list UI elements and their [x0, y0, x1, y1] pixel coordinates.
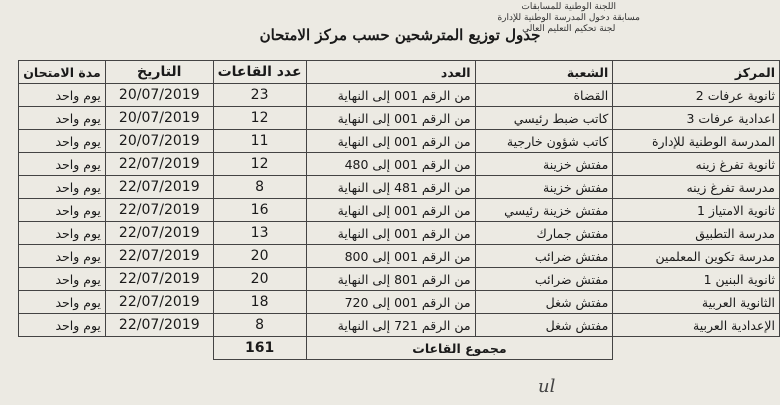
table-row [19, 199, 780, 222]
cell-duration: يوم واحد [19, 314, 106, 337]
cell-rooms: 13 [213, 222, 306, 245]
cell-rooms: 23 [213, 84, 306, 107]
table-row [19, 314, 780, 337]
table-header-row [19, 61, 780, 84]
cell-duration: يوم واحد [19, 176, 106, 199]
cell-date: 20/07/2019 [105, 84, 213, 107]
table-row [19, 176, 780, 199]
col-header-number: العدد [306, 61, 475, 84]
cell-date: 22/07/2019 [105, 314, 213, 337]
col-header-date: التاريخ [105, 61, 213, 84]
total-spacer-date [105, 337, 213, 360]
cell-duration: يوم واحد [19, 107, 106, 130]
cell-date: 20/07/2019 [105, 107, 213, 130]
table-row [19, 84, 780, 107]
cell-rooms: 16 [213, 199, 306, 222]
cell-number: من الرقم 481 إلى النهاية [306, 176, 475, 199]
cell-duration: يوم واحد [19, 268, 106, 291]
cell-date: 22/07/2019 [105, 268, 213, 291]
cell-duration: يوم واحد [19, 199, 106, 222]
cell-duration: يوم واحد [19, 153, 106, 176]
cell-rooms: 8 [213, 176, 306, 199]
table-row [19, 107, 780, 130]
cell-rooms: 20 [213, 245, 306, 268]
cell-center: الثانوية العربية [613, 291, 780, 314]
col-header-branch: الشعبة [475, 61, 613, 84]
cell-date: 22/07/2019 [105, 222, 213, 245]
cell-number: من الرقم 001 إلى النهاية [306, 130, 475, 153]
cell-center: ثانوية البنين 1 [613, 268, 780, 291]
signature: ul [538, 376, 556, 397]
cell-date: 22/07/2019 [105, 153, 213, 176]
cell-branch: مفتش ضرائب [475, 245, 613, 268]
header-line-1: اللجنة الوطنية للمسابقات [521, 2, 616, 12]
cell-number: من الرقم 001 إلى 720 [306, 291, 475, 314]
cell-duration: يوم واحد [19, 291, 106, 314]
cell-duration: يوم واحد [19, 84, 106, 107]
cell-center: مدرسة تفرغ زينه [613, 176, 780, 199]
cell-rooms: 18 [213, 291, 306, 314]
cell-branch: مفتش ضرائب [475, 268, 613, 291]
cell-center: ثانوية تفرغ زينه [613, 153, 780, 176]
cell-number: من الرقم 001 إلى 480 [306, 153, 475, 176]
header-line-2: مسابقة دخول المدرسة الوطنية للإدارة [497, 13, 640, 23]
cell-branch: مفتش جمارك [475, 222, 613, 245]
cell-center: اعدادية عرفات 3 [613, 107, 780, 130]
cell-number: من الرقم 801 إلى النهاية [306, 268, 475, 291]
cell-rooms: 12 [213, 153, 306, 176]
document-title: جدول توزيع المترشحين حسب مركز الامتحان [259, 26, 541, 44]
distribution-table [18, 60, 780, 360]
table-row [19, 222, 780, 245]
cell-duration: يوم واحد [19, 130, 106, 153]
total-label: مجموع القاعات [306, 337, 613, 360]
cell-center: ثانوية الامتياز 1 [613, 199, 780, 222]
cell-center: ثانوية عرفات 2 [613, 84, 780, 107]
col-header-center: المركز [613, 61, 780, 84]
cell-rooms: 12 [213, 107, 306, 130]
cell-rooms: 8 [213, 314, 306, 337]
table-row [19, 245, 780, 268]
cell-date: 20/07/2019 [105, 130, 213, 153]
cell-rooms: 11 [213, 130, 306, 153]
cell-rooms: 20 [213, 268, 306, 291]
table-row [19, 291, 780, 314]
cell-number: من الرقم 001 إلى النهاية [306, 199, 475, 222]
cell-date: 22/07/2019 [105, 245, 213, 268]
cell-branch: مفتش خزينة [475, 153, 613, 176]
cell-center: الإعدادية العربية [613, 314, 780, 337]
total-row [19, 337, 780, 360]
col-header-duration: مدة الامتحان [19, 61, 106, 84]
cell-branch: مفتش خزينة [475, 176, 613, 199]
cell-branch: مفتش خزينة رئيسي [475, 199, 613, 222]
cell-number: من الرقم 001 إلى النهاية [306, 107, 475, 130]
table-row [19, 153, 780, 176]
header-line-3: لجنة تحكيم التعليم العالي [522, 24, 616, 34]
cell-branch: مفتش شغل [475, 291, 613, 314]
cell-date: 22/07/2019 [105, 291, 213, 314]
cell-branch: كاتب ضبط رئيسي [475, 107, 613, 130]
table-body [19, 84, 780, 337]
cell-number: من الرقم 001 إلى النهاية [306, 222, 475, 245]
cell-number: من الرقم 001 إلى 800 [306, 245, 475, 268]
col-header-rooms: عدد القاعات [213, 61, 306, 84]
cell-duration: يوم واحد [19, 222, 106, 245]
total-spacer-duration [19, 337, 106, 360]
cell-date: 22/07/2019 [105, 176, 213, 199]
cell-center: مدرسة التطبيق [613, 222, 780, 245]
cell-center: المدرسة الوطنية للإدارة [613, 130, 780, 153]
cell-branch: مفتش شغل [475, 314, 613, 337]
total-spacer-center [613, 337, 780, 360]
cell-branch: القضاة [475, 84, 613, 107]
cell-branch: كاتب شؤون خارجية [475, 130, 613, 153]
total-value: 161 [213, 337, 306, 360]
cell-center: مدرسة تكوين المعلمين [613, 245, 780, 268]
cell-date: 22/07/2019 [105, 199, 213, 222]
table-row [19, 130, 780, 153]
cell-number: من الرقم 721 إلى النهاية [306, 314, 475, 337]
cell-duration: يوم واحد [19, 245, 106, 268]
table-row [19, 268, 780, 291]
cell-number: من الرقم 001 إلى النهاية [306, 84, 475, 107]
